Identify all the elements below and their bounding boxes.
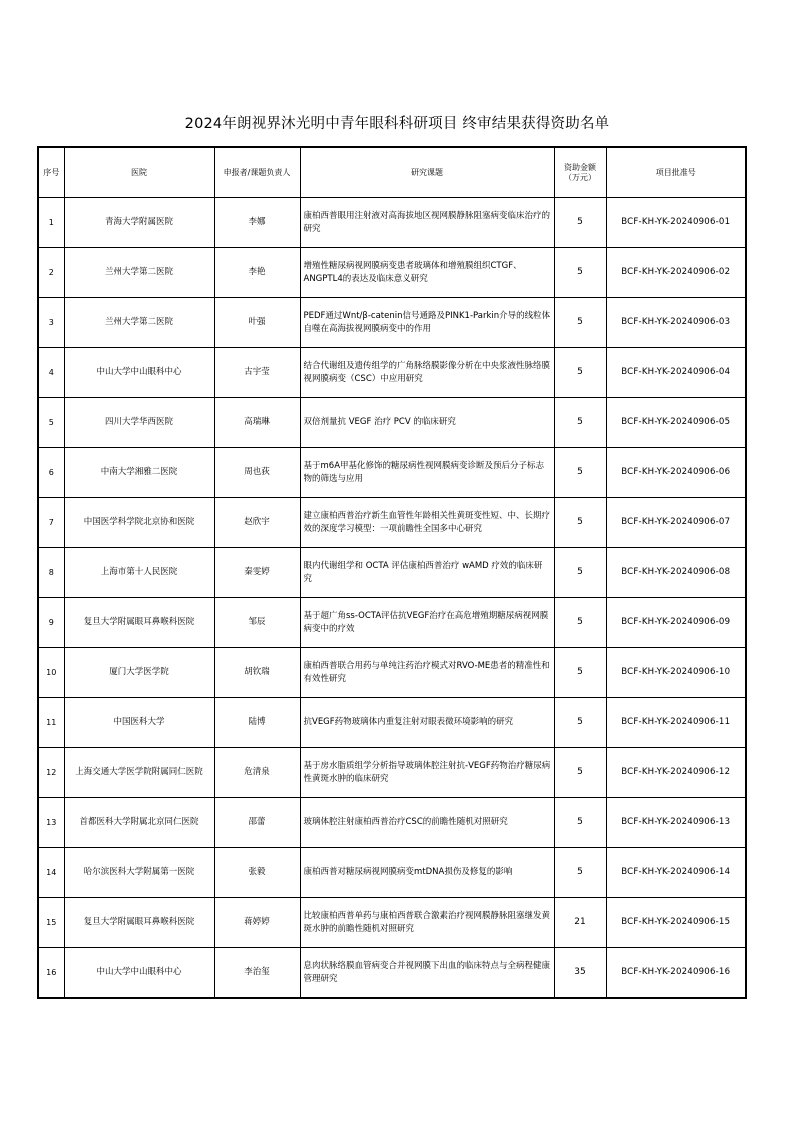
table-header-row xyxy=(38,147,746,198)
project-code-cell: BCF-KH-YK-20240906-01 xyxy=(606,198,746,248)
topic-cell: PEDF通过Wnt/β-catenin信号通路及PINK1-Parkin介导的线粒体自噬在高海拔视网膜病变中的作用 xyxy=(300,298,554,348)
table-row xyxy=(38,448,746,498)
hospital-cell: 青海大学附属医院 xyxy=(64,198,214,248)
funding-results-table xyxy=(37,146,747,999)
hospital-cell: 复旦大学附属眼耳鼻喉科医院 xyxy=(64,598,214,648)
hospital-cell: 中山大学中山眼科中心 xyxy=(64,948,214,999)
row-number: 4 xyxy=(38,348,64,398)
project-code-cell: BCF-KH-YK-20240906-13 xyxy=(606,798,746,848)
applicant-cell: 李治玺 xyxy=(214,948,300,999)
row-number: 1 xyxy=(38,198,64,248)
applicant-cell: 胡钦瑞 xyxy=(214,648,300,698)
funding-cell: 5 xyxy=(554,198,606,248)
page-title: 2024年朗视界沐光明中青年眼科科研项目 终审结果获得资助名单 xyxy=(184,116,610,132)
row-number: 15 xyxy=(38,898,64,948)
row-number: 12 xyxy=(38,748,64,798)
hospital-cell: 厦门大学医学院 xyxy=(64,648,214,698)
applicant-cell: 周也荻 xyxy=(214,448,300,498)
table-row xyxy=(38,748,746,798)
table-row xyxy=(38,348,746,398)
table-row xyxy=(38,398,746,448)
funding-cell: 5 xyxy=(554,848,606,898)
row-number: 5 xyxy=(38,398,64,448)
table-row xyxy=(38,948,746,999)
funding-cell: 35 xyxy=(554,948,606,999)
project-code-cell: BCF-KH-YK-20240906-05 xyxy=(606,398,746,448)
topic-cell: 结合代谢组及遗传组学的广角脉络膜影像分析在中央浆液性脉络膜视网膜病变（CSC）中应用研究 xyxy=(300,348,554,398)
hospital-cell: 四川大学华西医院 xyxy=(64,398,214,448)
topic-cell: 康柏西普对糖尿病视网膜病变mtDNA损伤及修复的影响 xyxy=(300,848,554,898)
applicant-cell: 赵欣宇 xyxy=(214,498,300,548)
applicant-cell: 危清泉 xyxy=(214,748,300,798)
topic-cell: 抗VEGF药物玻璃体内重复注射对眼表微环境影响的研究 xyxy=(300,698,554,748)
project-code-cell: BCF-KH-YK-20240906-06 xyxy=(606,448,746,498)
funding-cell: 5 xyxy=(554,448,606,498)
topic-cell: 双倍剂量抗 VEGF 治疗 PCV 的临床研究 xyxy=(300,398,554,448)
table-row xyxy=(38,548,746,598)
project-code-cell: BCF-KH-YK-20240906-04 xyxy=(606,348,746,398)
project-code-cell: BCF-KH-YK-20240906-11 xyxy=(606,698,746,748)
topic-cell: 基于超广角ss-OCTA评估抗VEGF治疗在高危增殖期糖尿病视网膜病变中的疗效 xyxy=(300,598,554,648)
project-code-cell: BCF-KH-YK-20240906-16 xyxy=(606,948,746,999)
applicant-cell: 秦雯婷 xyxy=(214,548,300,598)
hospital-cell: 中山大学中山眼科中心 xyxy=(64,348,214,398)
project-code-cell: BCF-KH-YK-20240906-15 xyxy=(606,898,746,948)
funding-cell: 5 xyxy=(554,498,606,548)
applicant-cell: 叶强 xyxy=(214,298,300,348)
table-body xyxy=(38,198,746,999)
topic-cell: 基于房水脂质组学分析指导玻璃体腔注射抗-VEGF药物治疗糖尿病性黄斑水肿的临床研究 xyxy=(300,748,554,798)
applicant-cell: 高瑞琳 xyxy=(214,398,300,448)
row-number: 11 xyxy=(38,698,64,748)
hospital-cell: 中国医科大学 xyxy=(64,698,214,748)
hospital-cell: 哈尔滨医科大学附属第一医院 xyxy=(64,848,214,898)
topic-cell: 基于m6A甲基化修饰的糖尿病性视网膜病变诊断及预后分子标志物的筛选与应用 xyxy=(300,448,554,498)
funding-cell: 5 xyxy=(554,598,606,648)
topic-cell: 建立康柏西普治疗新生血管性年龄相关性黄斑变性短、中、长期疗效的深度学习模型：一项前瞻性全国多中心研究 xyxy=(300,498,554,548)
row-number: 13 xyxy=(38,798,64,848)
hospital-cell: 中南大学湘雅二医院 xyxy=(64,448,214,498)
table-row xyxy=(38,598,746,648)
table-row xyxy=(38,898,746,948)
applicant-cell: 蒋婷婷 xyxy=(214,898,300,948)
row-number: 2 xyxy=(38,248,64,298)
funding-cell: 21 xyxy=(554,898,606,948)
project-code-cell: BCF-KH-YK-20240906-14 xyxy=(606,848,746,898)
funding-cell: 5 xyxy=(554,398,606,448)
row-number: 16 xyxy=(38,948,64,999)
row-number: 7 xyxy=(38,498,64,548)
header-hospital: 医院 xyxy=(64,147,214,198)
hospital-cell: 中国医学科学院北京协和医院 xyxy=(64,498,214,548)
funding-cell: 5 xyxy=(554,748,606,798)
header-applicant: 申报者/课题负责人 xyxy=(214,147,300,198)
row-number: 10 xyxy=(38,648,64,698)
hospital-cell: 首都医科大学附属北京同仁医院 xyxy=(64,798,214,848)
funding-cell: 5 xyxy=(554,348,606,398)
table-row xyxy=(38,848,746,898)
hospital-cell: 兰州大学第二医院 xyxy=(64,298,214,348)
applicant-cell: 邵蕾 xyxy=(214,798,300,848)
hospital-cell: 兰州大学第二医院 xyxy=(64,248,214,298)
project-code-cell: BCF-KH-YK-20240906-07 xyxy=(606,498,746,548)
row-number: 6 xyxy=(38,448,64,498)
funding-cell: 5 xyxy=(554,698,606,748)
header-funding: 资助金额（万元） xyxy=(554,147,606,198)
table-row xyxy=(38,498,746,548)
row-number: 9 xyxy=(38,598,64,648)
applicant-cell: 陆博 xyxy=(214,698,300,748)
header-topic: 研究课题 xyxy=(300,147,554,198)
topic-cell: 玻璃体腔注射康柏西普治疗CSC的前瞻性随机对照研究 xyxy=(300,798,554,848)
table-row xyxy=(38,798,746,848)
project-code-cell: BCF-KH-YK-20240906-02 xyxy=(606,248,746,298)
applicant-cell: 李娜 xyxy=(214,198,300,248)
hospital-cell: 上海交通大学医学院附属同仁医院 xyxy=(64,748,214,798)
hospital-cell: 复旦大学附属眼耳鼻喉科医院 xyxy=(64,898,214,948)
table-row xyxy=(38,698,746,748)
project-code-cell: BCF-KH-YK-20240906-08 xyxy=(606,548,746,598)
header-code: 项目批准号 xyxy=(606,147,746,198)
funding-cell: 5 xyxy=(554,648,606,698)
header-no: 序号 xyxy=(38,147,64,198)
row-number: 3 xyxy=(38,298,64,348)
row-number: 8 xyxy=(38,548,64,598)
project-code-cell: BCF-KH-YK-20240906-03 xyxy=(606,298,746,348)
applicant-cell: 邹辰 xyxy=(214,598,300,648)
funding-cell: 5 xyxy=(554,798,606,848)
table-row xyxy=(38,298,746,348)
project-code-cell: BCF-KH-YK-20240906-12 xyxy=(606,748,746,798)
project-code-cell: BCF-KH-YK-20240906-09 xyxy=(606,598,746,648)
applicant-cell: 张毅 xyxy=(214,848,300,898)
topic-cell: 比较康柏西普单药与康柏西普联合激素治疗视网膜静脉阻塞继发黄斑水肿的前瞻性随机对照研究 xyxy=(300,898,554,948)
funding-cell: 5 xyxy=(554,298,606,348)
table-row xyxy=(38,198,746,248)
applicant-cell: 李艳 xyxy=(214,248,300,298)
funding-cell: 5 xyxy=(554,248,606,298)
topic-cell: 眼内代谢组学和 OCTA 评估康柏西普治疗 wAMD 疗效的临床研究 xyxy=(300,548,554,598)
funding-cell: 5 xyxy=(554,548,606,598)
applicant-cell: 古宇莹 xyxy=(214,348,300,398)
topic-cell: 增殖性糖尿病视网膜病变患者玻璃体和增殖膜组织CTGF、ANGPTL4的表达及临床意义研究 xyxy=(300,248,554,298)
row-number: 14 xyxy=(38,848,64,898)
topic-cell: 康柏西普联合用药与单纯注药治疗模式对RVO-ME患者的精准性和有效性研究 xyxy=(300,648,554,698)
table-row xyxy=(38,248,746,298)
topic-cell: 康柏西普眼用注射液对高海拔地区视网膜静脉阻塞病变临床治疗的研究 xyxy=(300,198,554,248)
project-code-cell: BCF-KH-YK-20240906-10 xyxy=(606,648,746,698)
hospital-cell: 上海市第十人民医院 xyxy=(64,548,214,598)
topic-cell: 息肉状脉络膜血管病变合并视网膜下出血的临床特点与全病程健康管理研究 xyxy=(300,948,554,999)
table-row xyxy=(38,648,746,698)
